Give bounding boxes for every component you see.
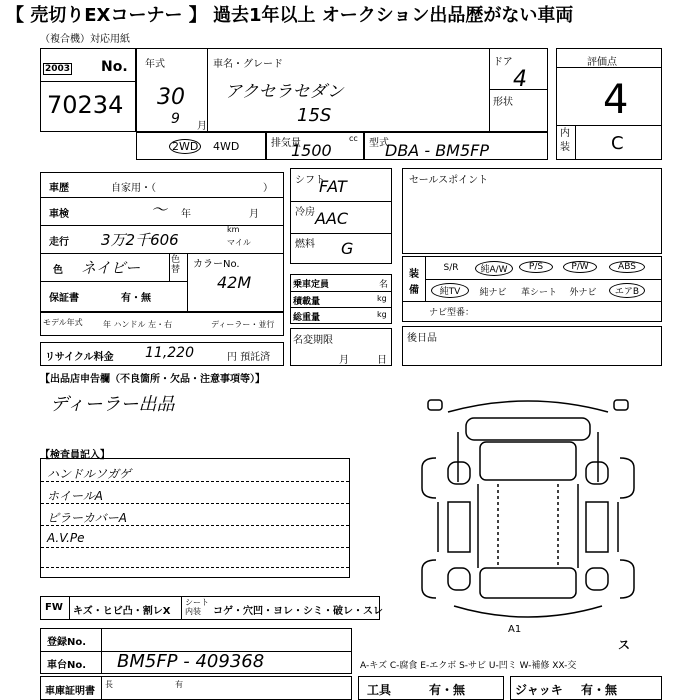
fuel-value: G bbox=[341, 239, 354, 258]
color-label: 色 bbox=[53, 265, 63, 276]
recycle-row bbox=[40, 342, 284, 366]
recycle-unit: 円 預託済 bbox=[227, 352, 271, 363]
door-label: ドア bbox=[493, 57, 513, 68]
change-date-day: 日 bbox=[377, 355, 387, 366]
car-name-value: アクセラセダン bbox=[225, 82, 344, 102]
model-value: DBA - BM5FP bbox=[385, 141, 489, 160]
equip-ext-navi: 外ナビ bbox=[569, 288, 597, 298]
inspector-line-1: ハンドルソガゲ bbox=[47, 467, 132, 481]
banner-title: 【 売切りEXコーナー 】 過去1年以上 オークション出品歴がない車両 bbox=[6, 5, 574, 26]
certificate-label: 車庫証明書 bbox=[45, 686, 95, 697]
car-name-label: 車名・グレード bbox=[213, 59, 283, 70]
equip-sr: S/R bbox=[443, 263, 459, 273]
color-change-label: 色替 bbox=[171, 255, 181, 275]
fw-row bbox=[40, 596, 383, 620]
sales-point-box bbox=[402, 168, 662, 254]
year-label: 年式 bbox=[145, 59, 165, 70]
diagram-mark-s: ス bbox=[618, 638, 631, 652]
change-date-label: 名変期限 bbox=[293, 335, 333, 346]
shaken-label: 車検 bbox=[49, 209, 69, 220]
lot-number: 70234 bbox=[47, 91, 124, 119]
door-value: 4 bbox=[513, 67, 527, 92]
after-date-label: 後日品 bbox=[407, 333, 437, 344]
model-year-label: モデル年式 bbox=[43, 318, 83, 327]
registration-label: 登録No. bbox=[47, 637, 87, 648]
equip-alloy: 純A/W bbox=[475, 261, 513, 276]
diagram-mark-a1: A1 bbox=[508, 624, 522, 635]
recycle-label: リサイクル料金 bbox=[45, 352, 114, 363]
year-month-label: 月 bbox=[197, 121, 207, 132]
fw-seat-items: コゲ・穴凹・ヨレ・シミ・破レ・スレ bbox=[213, 606, 383, 617]
color-no-label: カラーNo. bbox=[193, 259, 240, 270]
shift-label: シフト bbox=[295, 175, 325, 186]
capacity-label: 乗車定員 bbox=[293, 280, 330, 290]
model-year-dealer: ディーラー・並行 bbox=[211, 320, 275, 329]
year-value: 30 bbox=[157, 85, 185, 110]
inspector-line-2: ホイールA bbox=[47, 489, 103, 503]
color-value: ネイビー bbox=[81, 259, 141, 277]
legend-text: A-キズ C-腐食 E-エクボ S-サビ U-凹ミ W-補修 XX-交 bbox=[360, 661, 577, 671]
fw-seat-label: シート内装 bbox=[185, 598, 209, 616]
declaration-label: 【出品店申告欄（不良箇所・欠品・注意事項等）】 bbox=[40, 374, 265, 385]
certificate-opt2: 有 bbox=[175, 680, 183, 689]
registration-table bbox=[40, 628, 352, 674]
certificate-opt1: 長 bbox=[105, 680, 113, 689]
tools-box bbox=[358, 676, 504, 700]
displacement-unit: cc bbox=[349, 134, 358, 143]
model-box bbox=[364, 132, 548, 160]
equip-leather: 革シート bbox=[520, 288, 557, 298]
declaration-text: ディーラー出品 bbox=[50, 394, 175, 415]
drive-4wd: 4WD bbox=[213, 140, 240, 153]
equip-tv: 純TV bbox=[431, 283, 469, 298]
gross-label: 総重量 bbox=[293, 313, 321, 323]
displacement-box bbox=[266, 132, 364, 160]
car-damage-diagram bbox=[408, 392, 648, 632]
interior-value: C bbox=[611, 133, 624, 154]
shaken-year: 年 bbox=[181, 209, 191, 220]
jack-box bbox=[510, 676, 662, 700]
ac-label: 冷房 bbox=[295, 207, 315, 218]
score-label: 評価点 bbox=[587, 57, 617, 68]
shape-label: 形状 bbox=[493, 97, 513, 108]
certificate-row bbox=[40, 676, 352, 700]
equip-ps: P/S bbox=[519, 261, 553, 273]
model-year-row bbox=[40, 312, 284, 336]
lot-year-small: 2003 bbox=[45, 64, 71, 74]
equip-abs: ABS bbox=[609, 261, 645, 273]
drive-2wd: 2WD bbox=[169, 139, 201, 154]
car-grade-value: 15S bbox=[297, 105, 332, 126]
jack-label: ジャッキ bbox=[515, 683, 563, 697]
load-label: 積載量 bbox=[293, 297, 321, 307]
capacity-box bbox=[290, 274, 392, 324]
displacement-label: 排気量 bbox=[271, 138, 301, 149]
equip-pw: P/W bbox=[563, 261, 597, 273]
inspector-label: 【検査員記入】 bbox=[40, 450, 110, 461]
load-unit: kg bbox=[377, 294, 387, 303]
year-month-value: 9 bbox=[171, 111, 180, 127]
equipment-box bbox=[402, 256, 662, 322]
warranty-value: 有・無 bbox=[121, 293, 151, 304]
sales-point-label: セールスポイント bbox=[409, 175, 489, 186]
navi-model-label: ナビ型番： bbox=[429, 308, 475, 318]
score-box bbox=[556, 48, 662, 160]
equipment-label: 装備 bbox=[409, 269, 419, 296]
chassis-value: BM5FP - 409368 bbox=[117, 651, 265, 672]
inspector-box bbox=[40, 458, 350, 578]
equip-navi: 純ナビ bbox=[479, 288, 507, 298]
shaken-mark: 〜 bbox=[151, 200, 168, 219]
recycle-value: 11,220 bbox=[145, 345, 194, 361]
vehicle-info-box bbox=[136, 48, 548, 132]
warranty-label: 保証書 bbox=[49, 293, 79, 304]
history-value: 自家用・（ bbox=[111, 183, 156, 194]
after-date-box bbox=[402, 326, 662, 366]
jack-value: 有・無 bbox=[581, 683, 618, 697]
inspector-line-3: ピラーカバーA bbox=[47, 511, 127, 525]
history-label: 車歴 bbox=[49, 183, 69, 194]
mileage-unit2: マイル bbox=[227, 238, 251, 247]
mileage-value: 3万2千606 bbox=[101, 231, 179, 249]
change-date-box bbox=[290, 328, 392, 366]
interior-label: 内装 bbox=[560, 128, 570, 153]
displacement-value: 1500 bbox=[291, 141, 332, 160]
shaken-month: 月 bbox=[249, 209, 259, 220]
mileage-unit: km bbox=[227, 225, 240, 234]
shift-box bbox=[290, 168, 392, 264]
capacity-unit: 名 bbox=[379, 280, 389, 290]
mileage-label: 走行 bbox=[49, 237, 69, 248]
shift-value: FAT bbox=[319, 177, 347, 196]
history-table bbox=[40, 172, 284, 312]
history-close: ） bbox=[263, 183, 273, 194]
equip-airbag: エアB bbox=[609, 283, 645, 298]
ac-value: AAC bbox=[315, 209, 349, 228]
fw-items: キズ・ヒビ凸・割レX bbox=[73, 606, 171, 617]
tools-value: 有・無 bbox=[429, 683, 466, 697]
lot-box bbox=[40, 48, 136, 132]
chassis-label: 車台No. bbox=[47, 660, 87, 671]
fw-label: FW bbox=[45, 602, 63, 613]
model-label: 型式 bbox=[369, 138, 389, 149]
fuel-label: 燃料 bbox=[295, 239, 315, 250]
tools-label: 工具 bbox=[367, 683, 392, 697]
lot-label: No. bbox=[101, 59, 128, 75]
color-no-value: 42M bbox=[217, 273, 252, 292]
inspector-line-4: A.V.Pe bbox=[47, 531, 85, 545]
gross-unit: kg bbox=[377, 310, 387, 319]
model-year-handle: 年 ハンドル 左・右 bbox=[103, 320, 173, 329]
change-date-month: 月 bbox=[339, 355, 349, 366]
score-value: 4 bbox=[603, 77, 629, 123]
sheet-type: （複合機）対応用紙 bbox=[40, 34, 130, 45]
drive-box bbox=[136, 132, 266, 160]
